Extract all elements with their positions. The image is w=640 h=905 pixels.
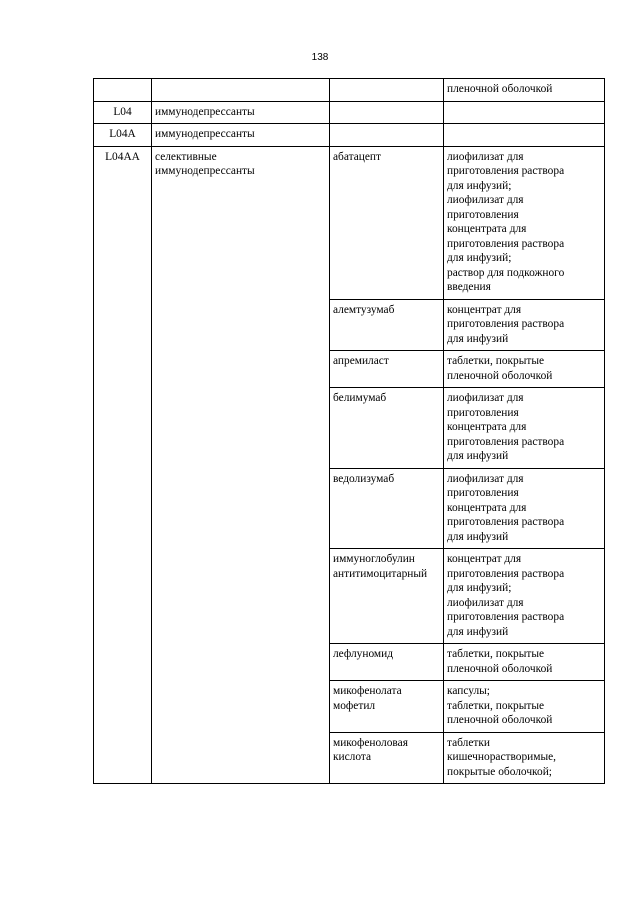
cell-text-line: приготовления xyxy=(447,487,519,499)
drug-table xyxy=(93,78,605,784)
atc-code-cell xyxy=(94,79,152,102)
cell-text-line: капсулы; xyxy=(447,685,490,697)
drug-name-cell xyxy=(330,124,444,147)
cell-text-line: концентрата для xyxy=(447,223,527,235)
drug-name-cell xyxy=(330,146,444,299)
cell-text-line: белимумаб xyxy=(333,392,387,404)
cell-text-line: мофетил xyxy=(333,699,376,712)
cell-text-line: концентрат для xyxy=(447,553,522,565)
cell-text-line: концентрат для xyxy=(447,303,522,316)
cell-text-line: иммунодепрессанты xyxy=(155,128,255,140)
drug-name-cell xyxy=(330,468,444,549)
cell-text-line: ведолизумаб xyxy=(333,472,395,485)
cell-text-line: приготовления xyxy=(447,406,519,419)
drug-name-cell xyxy=(330,388,444,469)
table-row xyxy=(94,124,605,147)
cell-text-line: абатацепт xyxy=(333,150,382,163)
cell-text-line: кислота xyxy=(333,751,372,763)
cell-text-line: для инфузий xyxy=(447,625,509,638)
cell-text-line: пленочной оболочкой xyxy=(447,83,553,95)
cell-text-line: раствор для подкожного xyxy=(447,266,565,279)
table-body xyxy=(94,79,605,784)
atc-code-cell: L04A xyxy=(94,124,152,147)
table-row xyxy=(94,79,605,102)
table-row xyxy=(94,146,605,299)
drug-name-cell xyxy=(330,681,444,733)
cell-text-line: пленочной оболочкой xyxy=(447,714,553,726)
cell-text-line: приготовления раствора xyxy=(447,237,565,250)
cell-text-line: приготовления раствора xyxy=(447,318,565,330)
atc-code-cell: L04AA xyxy=(94,146,152,784)
cell-text-line: таблетки xyxy=(447,736,491,749)
anatomical-group-cell xyxy=(152,79,330,102)
cell-text-line: лиофилизат для xyxy=(447,596,524,609)
cell-text-line: приготовления раствора xyxy=(447,165,565,177)
cell-text-line: пленочной оболочкой xyxy=(447,662,553,675)
atc-code-cell: L04 xyxy=(94,101,152,124)
drug-name-cell xyxy=(330,79,444,102)
cell-text-line: лиофилизат для xyxy=(447,194,524,206)
cell-text-line: для инфузий; xyxy=(447,582,512,594)
cell-text-line: введения xyxy=(447,281,491,293)
cell-text-line: лиофилизат для xyxy=(447,392,524,404)
cell-text-line: иммуноглобулин xyxy=(333,553,415,565)
cell-text-line: лефлуномид xyxy=(333,648,394,660)
dosage-forms-cell xyxy=(444,79,605,102)
cell-text-line: таблетки, покрытые xyxy=(447,355,545,367)
cell-text-line: приготовления раствора xyxy=(447,516,565,528)
cell-text-line: таблетки, покрытые xyxy=(447,648,545,660)
cell-text-line: концентрата для xyxy=(447,421,527,433)
cell-text-line: кишечнорастворимые, xyxy=(447,751,557,763)
cell-text-line: покрытые оболочкой; xyxy=(447,765,552,778)
cell-text-line: иммунодепрессанты xyxy=(155,165,255,177)
dosage-forms-cell xyxy=(444,681,605,733)
drug-name-cell xyxy=(330,549,444,644)
cell-text-line: для инфузий; xyxy=(447,252,512,264)
cell-text-line: микофенолата xyxy=(333,685,402,697)
drug-name-cell xyxy=(330,299,444,351)
cell-text-line: для инфузий; xyxy=(447,179,512,192)
dosage-forms-cell xyxy=(444,468,605,549)
cell-text-line: алемтузумаб xyxy=(333,303,395,316)
anatomical-group-cell xyxy=(152,124,330,147)
cell-text-line: лиофилизат для xyxy=(447,150,524,163)
drug-name-cell xyxy=(330,644,444,681)
drug-name-cell xyxy=(330,101,444,124)
dosage-forms-cell xyxy=(444,644,605,681)
cell-text-line: приготовления раствора xyxy=(447,567,565,580)
cell-text-line: для инфузий xyxy=(447,332,509,345)
cell-text-line: микофеноловая xyxy=(333,736,408,749)
dosage-forms-cell xyxy=(444,299,605,351)
cell-text-line: пленочной оболочкой xyxy=(447,369,553,382)
cell-text-line: таблетки, покрытые xyxy=(447,699,545,712)
dosage-forms-cell xyxy=(444,146,605,299)
page-number: 138 xyxy=(311,52,329,63)
dosage-forms-cell xyxy=(444,101,605,124)
dosage-forms-cell xyxy=(444,732,605,784)
cell-text-line: иммунодепрессанты xyxy=(155,105,255,118)
cell-text-line: антитимоцитарный xyxy=(333,567,428,580)
dosage-forms-cell xyxy=(444,388,605,469)
drug-name-cell xyxy=(330,351,444,388)
cell-text-line: для инфузий xyxy=(447,450,509,462)
cell-text-line: лиофилизат для xyxy=(447,472,524,485)
cell-text-line: приготовления раствора xyxy=(447,611,565,623)
cell-text-line: апремиласт xyxy=(333,355,389,367)
dosage-forms-cell xyxy=(444,124,605,147)
cell-text-line: для инфузий xyxy=(447,530,509,543)
drug-name-cell xyxy=(330,732,444,784)
cell-text-line: приготовления xyxy=(447,208,519,221)
anatomical-group-cell xyxy=(152,101,330,124)
dosage-forms-cell xyxy=(444,351,605,388)
table-row xyxy=(94,101,605,124)
cell-text-line: концентрата для xyxy=(447,501,527,514)
cell-text-line: селективные xyxy=(155,150,217,163)
cell-text-line: приготовления раствора xyxy=(447,435,565,448)
dosage-forms-cell xyxy=(444,549,605,644)
anatomical-group-cell xyxy=(152,146,330,784)
